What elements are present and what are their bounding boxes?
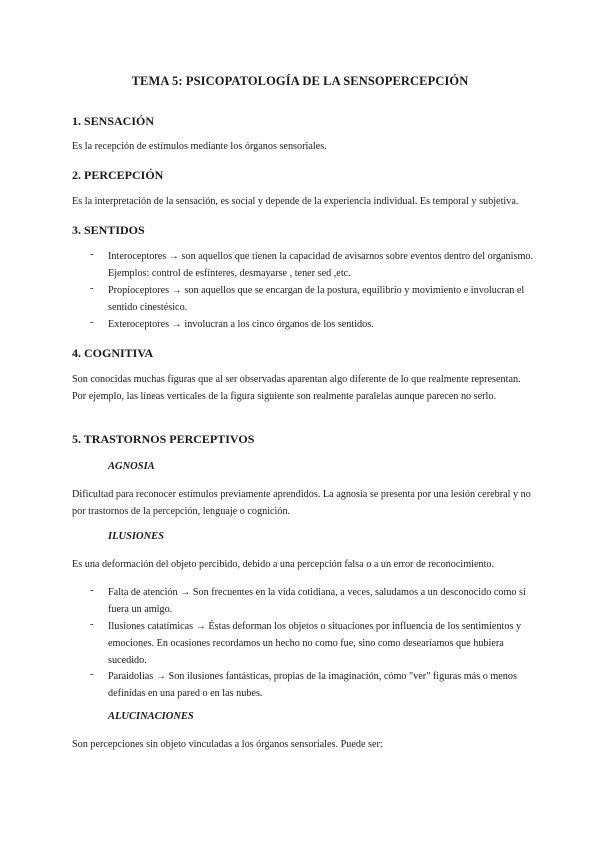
list-item-propioceptores: Propioceptores → son aquellos que se encargan de la postura, equilibrio y movimiento e involucran el sentido cinestésico.	[108, 285, 525, 313]
list-item-catatimicas: Ilusiones catatímicas → Éstas deforman los objetos o situaciones por influencia de los sentimientos y emociones. En ocasiones recordamos un hecho no como fue, sino como desearíamos que hubiera sucedido.	[108, 621, 522, 666]
bullet-dash: -	[90, 249, 94, 260]
page-title: TEMA 5: PSICOPATOLOGÍA DE LA SENSOPERCEPCIÓN	[131, 74, 469, 88]
list-item-exteroceptores: Exteroceptores → involucran a los cinco órganos de los sentidos.	[108, 319, 374, 330]
heading-percepcion: 2. PERCEPCIÓN	[72, 168, 164, 182]
list-item-interoceptores: Interoceptores → son aquellos que tienen la capacidad de avisarnos sobre eventos dentro del organismo. Ejemplos: control de esfínteres, desmayarse , tener sed ,etc.	[108, 251, 534, 279]
list-item-falta-atencion: Falta de atención → Son frecuentes en la vida cotidiana, a veces, saludamos a un desconocido como si fuera un amigo.	[108, 587, 526, 615]
paragraph-cognitiva: Son conocidas muchas figuras que al ser observadas aparentan algo diferente de lo que realmente representan. Por ejemplo, las líneas verticales de la figura siguiente son realmente paralelas aunque parecen no serlo.	[72, 374, 521, 402]
subheading-agnosia: AGNOSIA	[108, 461, 155, 472]
bullet-dash: -	[90, 619, 94, 630]
paragraph-alucinaciones: Son percepciones sin objeto vinculadas a los órganos sensoriales. Puede ser:	[72, 739, 383, 750]
paragraph-sensacion: Es la recepción de estímulos mediante los órganos sensoriales.	[72, 141, 327, 152]
subheading-ilusiones: ILUSIONES	[108, 531, 165, 542]
heading-sensacion: 1. SENSACIÓN	[72, 114, 155, 128]
paragraph-percepcion: Es la interpretación de la sensación, es social y depende de la experiencia individual. Es temporal y subjetiva.	[72, 196, 519, 207]
bullet-dash: -	[90, 585, 94, 596]
paragraph-agnosia: Dificultad para reconocer estímulos previamente aprendidos. La agnosia se presenta por una lesión cerebral y no por trastornos de la percepción, lenguaje o cognición.	[72, 489, 531, 517]
subheading-alucinaciones: ALUCINACIONES	[108, 711, 194, 722]
bullet-dash: -	[90, 283, 94, 294]
paragraph-ilusiones: Es una deformación del objeto percibido, debido a una percepción falsa o a un error de reconocimiento.	[72, 559, 495, 570]
heading-cognitiva: 4. COGNITIVA	[72, 346, 154, 360]
bullet-dash: -	[90, 669, 94, 680]
bullet-dash: -	[90, 317, 94, 328]
heading-sentidos: 3. SENTIDOS	[72, 223, 145, 237]
list-item-paraidolias: Paraidolias → Son ilusiones fantásticas, propias de la imaginación, cómo "ver" figuras más o menos definidas en una pared o en las nubes.	[108, 671, 517, 699]
heading-trastornos: 5. TRASTORNOS PERCEPTIVOS	[72, 432, 255, 446]
